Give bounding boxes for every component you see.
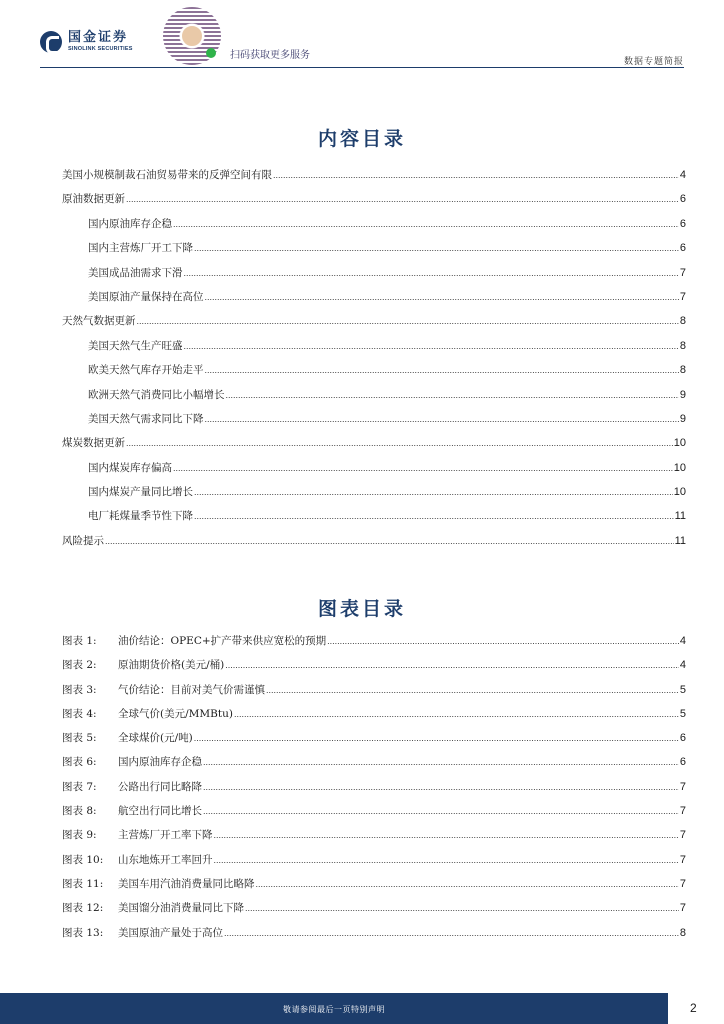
- toc-entry-page: 10: [673, 437, 686, 450]
- figure-entry-number: 图表 2:: [62, 659, 97, 672]
- toc-entry[interactable]: [62, 508, 686, 532]
- toc-entry-page: 6: [679, 193, 686, 206]
- figure-entry-page: 7: [679, 902, 686, 915]
- report-type: 数据专题简报: [623, 57, 684, 67]
- figure-entry-page: 4: [679, 659, 686, 672]
- toc-entry[interactable]: [62, 216, 686, 240]
- toc-entry-page: 11: [674, 534, 686, 547]
- toc-entry-label: 国内主营炼厂开工下降: [88, 242, 193, 255]
- toc-leader-dots: [126, 194, 679, 204]
- figure-entry[interactable]: [62, 730, 686, 754]
- figure-leader-dots: [266, 685, 679, 695]
- figure-entry-label: 山东地炼开工率回升: [118, 853, 213, 866]
- toc-entry[interactable]: [62, 265, 686, 289]
- figure-entry-number: 图表 13:: [62, 926, 104, 939]
- figure-entry-number: 图表 3:: [62, 683, 97, 696]
- figure-entry-number: 图表 11:: [62, 877, 104, 890]
- toc-leader-dots: [194, 243, 679, 253]
- figure-leader-dots: [203, 806, 679, 816]
- figure-entry-label: 美国馏分油消费量同比下降: [118, 902, 244, 915]
- toc-entry-page: 6: [679, 242, 686, 255]
- toc-entry-label: 美国天然气生产旺盛: [88, 339, 183, 352]
- figure-entry[interactable]: [62, 779, 686, 803]
- figure-entry-label: 原油期货价格(美元/桶): [118, 659, 225, 672]
- company-name: [68, 30, 133, 53]
- figure-entry-page: 7: [679, 780, 686, 793]
- table-of-contents: [62, 167, 686, 557]
- toc-entry-label: 风险提示: [62, 534, 104, 547]
- toc-entry-label: 煤炭数据更新: [62, 437, 125, 450]
- toc-entry-label: 国内原油库存企稳: [88, 217, 172, 230]
- figure-entry-number: 图表 12:: [62, 902, 104, 915]
- figure-leader-dots: [225, 660, 679, 670]
- figure-leader-dots: [214, 855, 679, 865]
- figure-entry-number: 图表 7:: [62, 780, 97, 793]
- toc-leader-dots: [173, 463, 673, 473]
- figure-leader-dots: [234, 709, 679, 719]
- figure-entry-label: 全球煤价(元/吨): [118, 732, 193, 745]
- wechat-badge-icon: [206, 48, 216, 58]
- list-of-figures: [62, 633, 686, 949]
- toc-entry-label: 美国成品油需求下滑: [88, 266, 183, 279]
- toc-entry-page: 6: [679, 217, 686, 230]
- figure-entry[interactable]: [62, 827, 686, 851]
- figure-entry-number: 图表 5:: [62, 732, 97, 745]
- toc-entry[interactable]: [62, 313, 686, 337]
- page-number: 2: [690, 1001, 697, 1015]
- figure-leader-dots: [203, 782, 679, 792]
- figure-entry-page: 7: [679, 853, 686, 866]
- figure-entry-page: 5: [679, 707, 686, 720]
- figure-entry-page: 7: [679, 877, 686, 890]
- company-name-en: SINOLINK SECURITIES: [68, 46, 133, 52]
- toc-entry[interactable]: [62, 387, 686, 411]
- toc-entry-page: 10: [673, 486, 686, 499]
- figure-leader-dots: [203, 757, 679, 767]
- toc-entry-page: 11: [674, 510, 686, 523]
- figure-entry-page: 5: [679, 683, 686, 696]
- toc-entry[interactable]: [62, 484, 686, 508]
- figure-entry-label: 油价结论：OPEC+扩产带来供应宽松的预期: [118, 635, 327, 647]
- toc-entry[interactable]: [62, 460, 686, 484]
- toc-entry[interactable]: [62, 240, 686, 264]
- toc-entry-page: 4: [679, 169, 686, 181]
- figure-leader-dots: [256, 879, 679, 889]
- sinolink-logo-icon: [40, 31, 62, 53]
- toc-entry-page: 9: [679, 388, 686, 401]
- qr-label: 扫码获取更多服务: [230, 50, 310, 61]
- figure-entry-number: 图表 9:: [62, 829, 97, 842]
- toc-entry-page: 10: [673, 461, 686, 474]
- figure-leader-dots: [245, 903, 679, 913]
- figure-entry[interactable]: [62, 682, 686, 706]
- figure-entry-label: 美国原油产量处于高位: [118, 926, 223, 939]
- figure-entry-label: 美国车用汽油消费量同比略降: [118, 877, 255, 890]
- figure-leader-dots: [214, 830, 679, 840]
- toc-entry-label: 国内煤炭库存偏高: [88, 461, 172, 474]
- figure-entry-page: 6: [679, 732, 686, 745]
- toc-leader-dots: [205, 365, 679, 375]
- figure-leader-dots: [327, 636, 679, 646]
- toc-entry-label: 美国天然气需求同比下降: [88, 412, 204, 425]
- toc-entry[interactable]: [62, 191, 686, 215]
- footer-disclaimer: 敬请参阅最后一页特别声明: [283, 1005, 385, 1014]
- toc-entry[interactable]: [62, 533, 686, 557]
- figure-entry[interactable]: [62, 706, 686, 730]
- figure-entry-number: 图表 4:: [62, 707, 97, 720]
- figure-entry-page: 8: [679, 926, 686, 939]
- figure-entry[interactable]: [62, 900, 686, 924]
- toc-entry-label: 天然气数据更新: [62, 315, 136, 328]
- toc-entry-label: 欧美天然气库存开始走平: [88, 364, 204, 377]
- toc-leader-dots: [126, 438, 673, 448]
- figure-entry-page: 4: [679, 635, 686, 647]
- figure-entry[interactable]: [62, 657, 686, 681]
- toc-entry[interactable]: [62, 411, 686, 435]
- figure-entry-page: 7: [679, 805, 686, 818]
- contents-title: 内容目录: [317, 128, 406, 150]
- figure-entry-page: 6: [679, 756, 686, 769]
- figure-entry-label: 公路出行同比略降: [118, 780, 202, 793]
- toc-entry-page: 8: [679, 339, 686, 352]
- toc-leader-dots: [184, 341, 679, 351]
- toc-entry[interactable]: [62, 362, 686, 386]
- company-name-cn: 国金证券: [68, 30, 129, 45]
- toc-leader-dots: [205, 414, 679, 424]
- toc-leader-dots: [205, 292, 679, 302]
- toc-entry[interactable]: [62, 289, 686, 313]
- toc-leader-dots: [194, 487, 673, 497]
- toc-entry-page: 8: [679, 315, 686, 328]
- toc-entry-page: 7: [679, 290, 686, 303]
- toc-entry-label: 美国原油产量保持在高位: [88, 290, 204, 303]
- toc-entry-page: 8: [679, 364, 686, 377]
- figure-entry-label: 全球气价(美元/MMBtu): [118, 707, 233, 720]
- toc-entry-label: 电厂耗煤量季节性下降: [88, 510, 193, 523]
- toc-entry[interactable]: [62, 435, 686, 459]
- figure-entry-label: 国内原油库存企稳: [118, 756, 202, 769]
- figure-entry-number: 图表 1:: [62, 635, 97, 647]
- figure-entry-number: 图表 10:: [62, 853, 104, 866]
- figure-entry[interactable]: [62, 852, 686, 876]
- toc-entry[interactable]: [62, 338, 686, 362]
- figure-entry-label: 主营炼厂开工率下降: [118, 829, 213, 842]
- toc-entry-label: 原油数据更新: [62, 193, 125, 206]
- figure-leader-dots: [194, 733, 679, 743]
- toc-entry-label: 美国小规模制裁石油贸易带来的反弹空间有限: [62, 169, 272, 181]
- figure-entry[interactable]: [62, 754, 686, 778]
- toc-leader-dots: [273, 170, 679, 180]
- toc-entry-label: 欧洲天然气消费同比小幅增长: [88, 388, 225, 401]
- figure-entry-number: 图表 6:: [62, 756, 97, 769]
- page-header: [0, 0, 724, 72]
- toc-entry-page: 9: [679, 412, 686, 425]
- figure-entry-label: 气价结论：目前对美气价需谨慎: [118, 683, 265, 696]
- figure-entry[interactable]: [62, 803, 686, 827]
- figure-leader-dots: [224, 928, 679, 938]
- toc-leader-dots: [137, 316, 679, 326]
- toc-entry-label: 国内煤炭产量同比增长: [88, 486, 193, 499]
- toc-leader-dots: [173, 219, 679, 229]
- figure-entry[interactable]: [62, 925, 686, 949]
- figure-entry[interactable]: [62, 876, 686, 900]
- figure-entry[interactable]: [62, 633, 686, 657]
- company-logo: [40, 30, 133, 53]
- toc-leader-dots: [226, 390, 679, 400]
- figure-entry-page: 7: [679, 829, 686, 842]
- toc-leader-dots: [105, 536, 674, 546]
- figure-entry-label: 航空出行同比增长: [118, 805, 202, 818]
- figure-entry-number: 图表 8:: [62, 805, 97, 818]
- figures-title: 图表目录: [317, 598, 406, 620]
- toc-leader-dots: [184, 268, 679, 278]
- toc-leader-dots: [194, 511, 674, 521]
- toc-entry-page: 7: [679, 266, 686, 279]
- header-divider: [40, 67, 684, 68]
- toc-entry[interactable]: [62, 167, 686, 191]
- qr-avatar-icon: [180, 24, 204, 48]
